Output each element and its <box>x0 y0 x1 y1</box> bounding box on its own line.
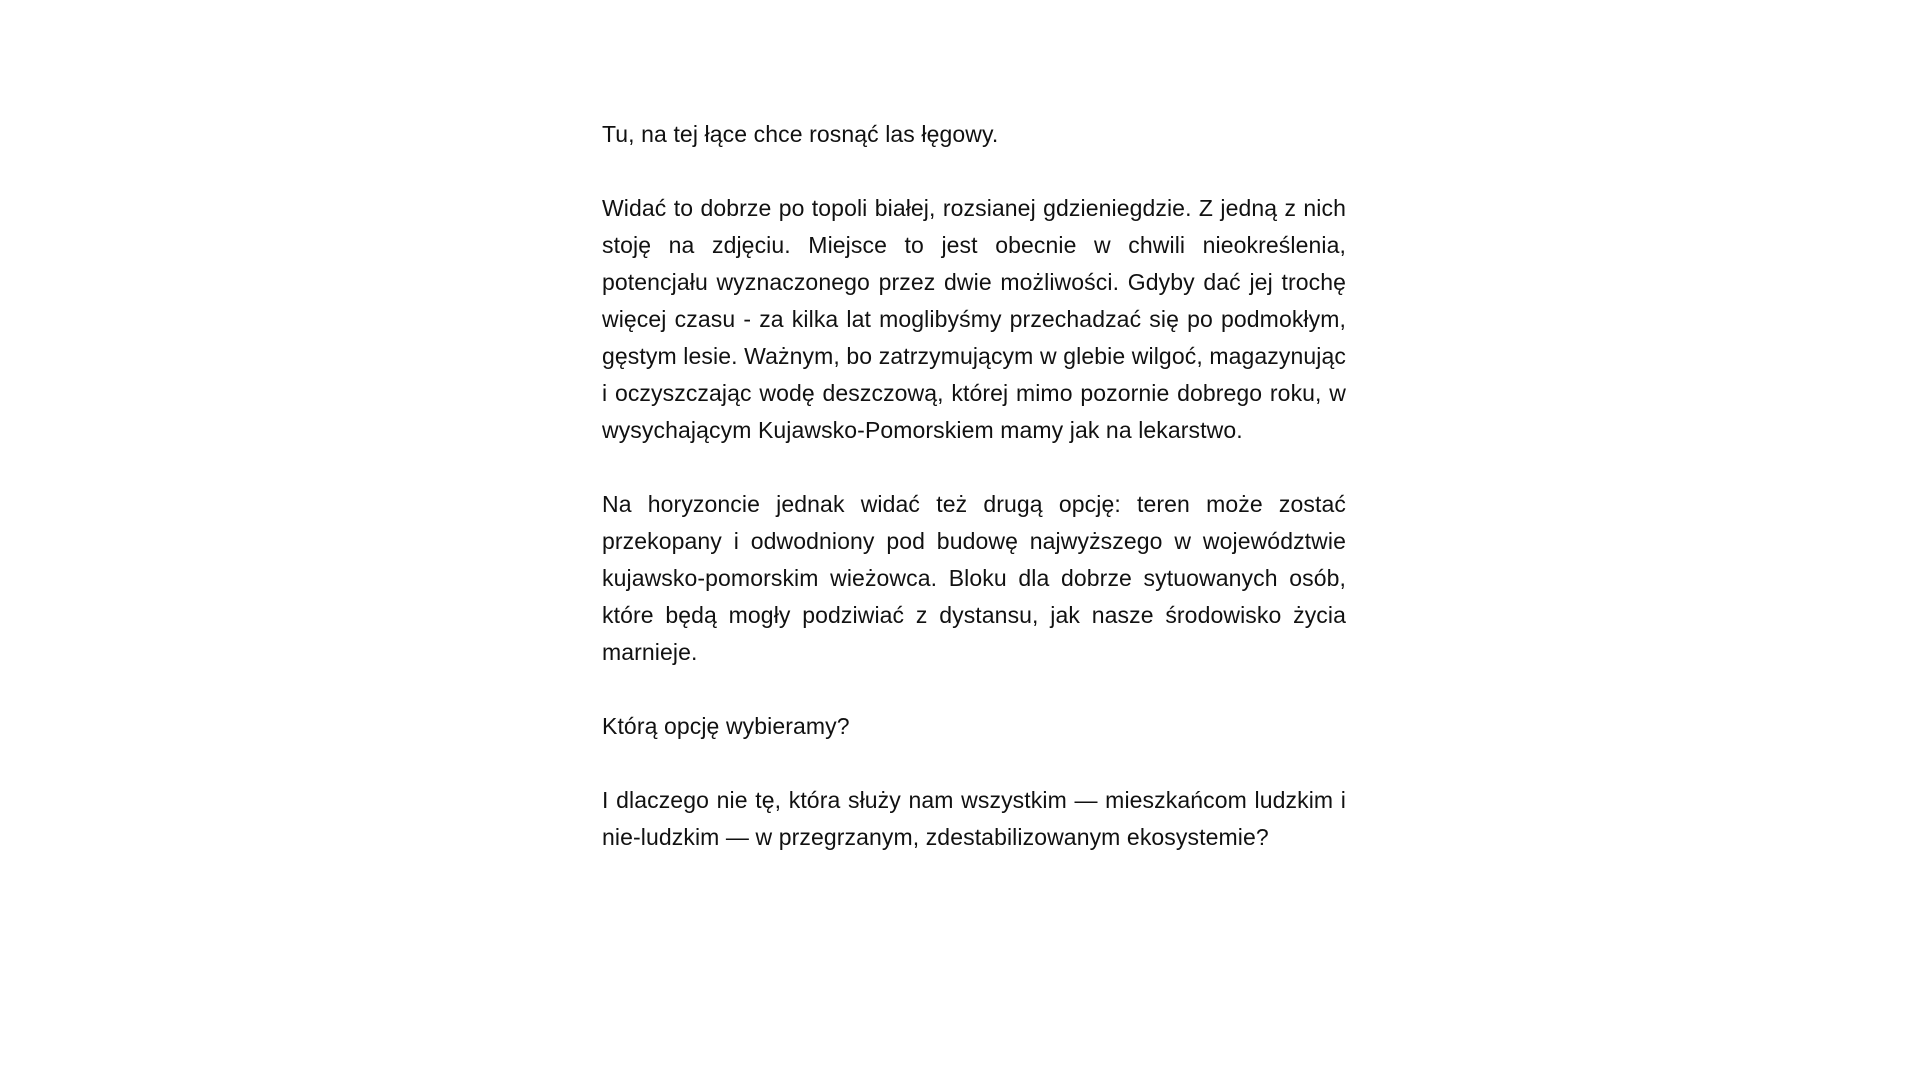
paragraph-closing-question: I dlaczego nie tę, która służy nam wszystkim — mieszkańcom ludzkim i nie-ludzkim — w przegrzanym, zdestabilizowanym ekosystemie? <box>602 787 1346 850</box>
text-column <box>602 116 1346 893</box>
paragraph-question: Którą opcję wybieramy? <box>602 713 850 739</box>
paragraph-forest-option: Widać to dobrze po topoli białej, rozsianej gdzieniegdzie. Z jedną z nich stoję na zdjęciu. Miejsce to jest obecnie w chwili nieokreślenia, potencjału wyznaczonego przez dwie możliwości. Gdyby dać jej trochę więcej czasu - za kilka lat moglibyśmy przechadzać się po podmokłym, gęstym lesie. Ważnym, bo zatrzymującym w glebie wilgoć, magazynując i oczyszczając wodę deszczową, której mimo pozornie dobrego roku, w wysychającym Kujawsko-Pomorskiem mamy jak na lekarstwo. <box>602 195 1346 443</box>
paragraph-intro: Tu, na tej łące chce rosnąć las łęgowy. <box>602 121 999 147</box>
paragraph-tower-option: Na horyzoncie jednak widać też drugą opcję: teren może zostać przekopany i odwodniony pod budowę najwyższego w województwie kujawsko-pomorskim wieżowca. Bloku dla dobrze sytuowanych osób, które będą mogły podziwiać z dystansu, jak nasze środowisko życia marnieje. <box>602 491 1346 665</box>
